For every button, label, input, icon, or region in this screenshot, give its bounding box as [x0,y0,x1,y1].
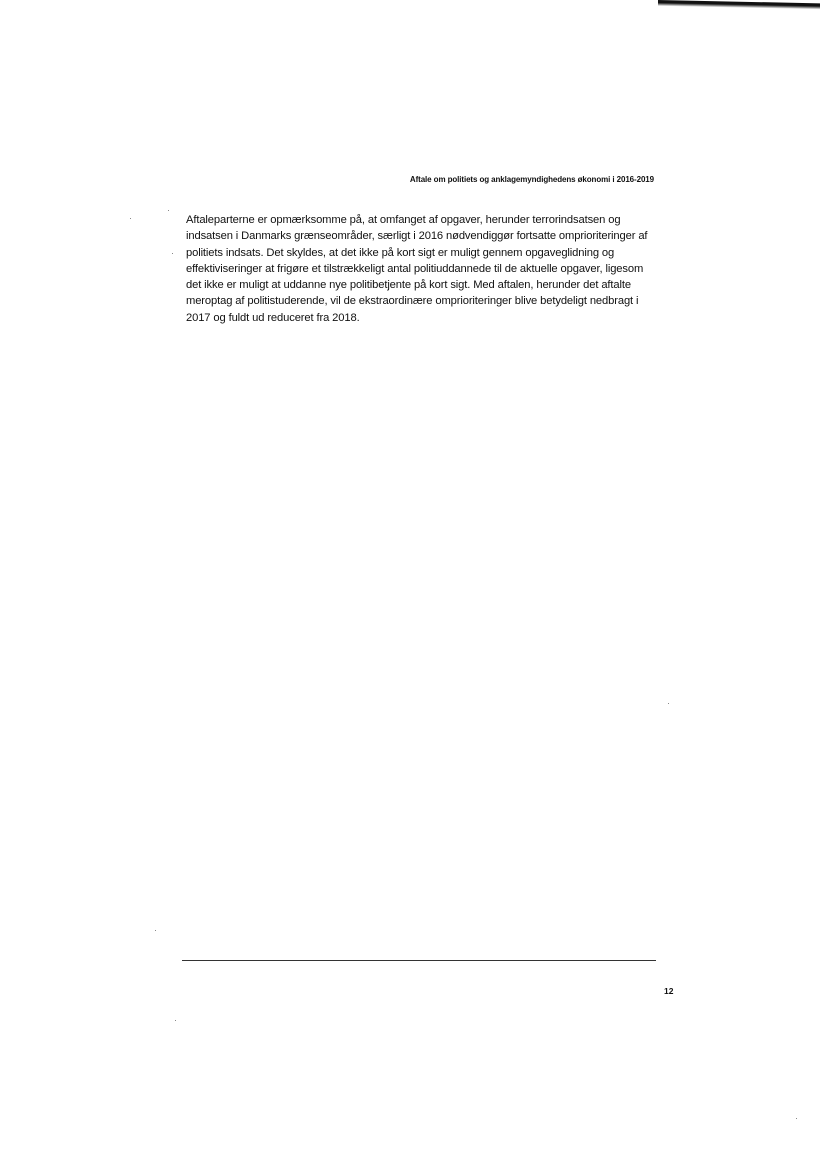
scan-speck [172,253,173,254]
scan-edge-mark [658,0,820,9]
scan-speck [796,1118,797,1119]
running-header: Aftale om politiets og anklagemyndighedens økonomi i 2016-2019 [409,175,654,184]
scan-speck [175,1020,176,1021]
footer-rule [182,960,656,961]
scan-speck [155,930,156,931]
body-paragraph: Aftaleparterne er opmærksomme på, at omfanget af opgaver, herunder terrorindsatsen og indsatsen i Danmarks grænseområder, særligt i 2016 nødvendiggør fortsatte omprioriteringer af politiets indsats. Det skyldes, at det ikke på kort sigt er muligt gennem opgaveglidning og effektiviseringer at frigøre et tilstrækkeligt antal politiuddannede til de aktuelle opgaver, ligesom det ikke er muligt at uddanne nye politibetjente på kort sigt. Med aftalen, herunder det aftalte meroptag af politistuderende, vil de ekstraordinære omprioriteringer blive betydeligt nedbragt i 2017 og fuldt ud reduceret fra 2018. [186,214,648,324]
scan-speck [668,703,669,704]
scan-speck [130,218,131,219]
scan-speck [168,210,169,211]
page-number: 12 [664,986,674,996]
